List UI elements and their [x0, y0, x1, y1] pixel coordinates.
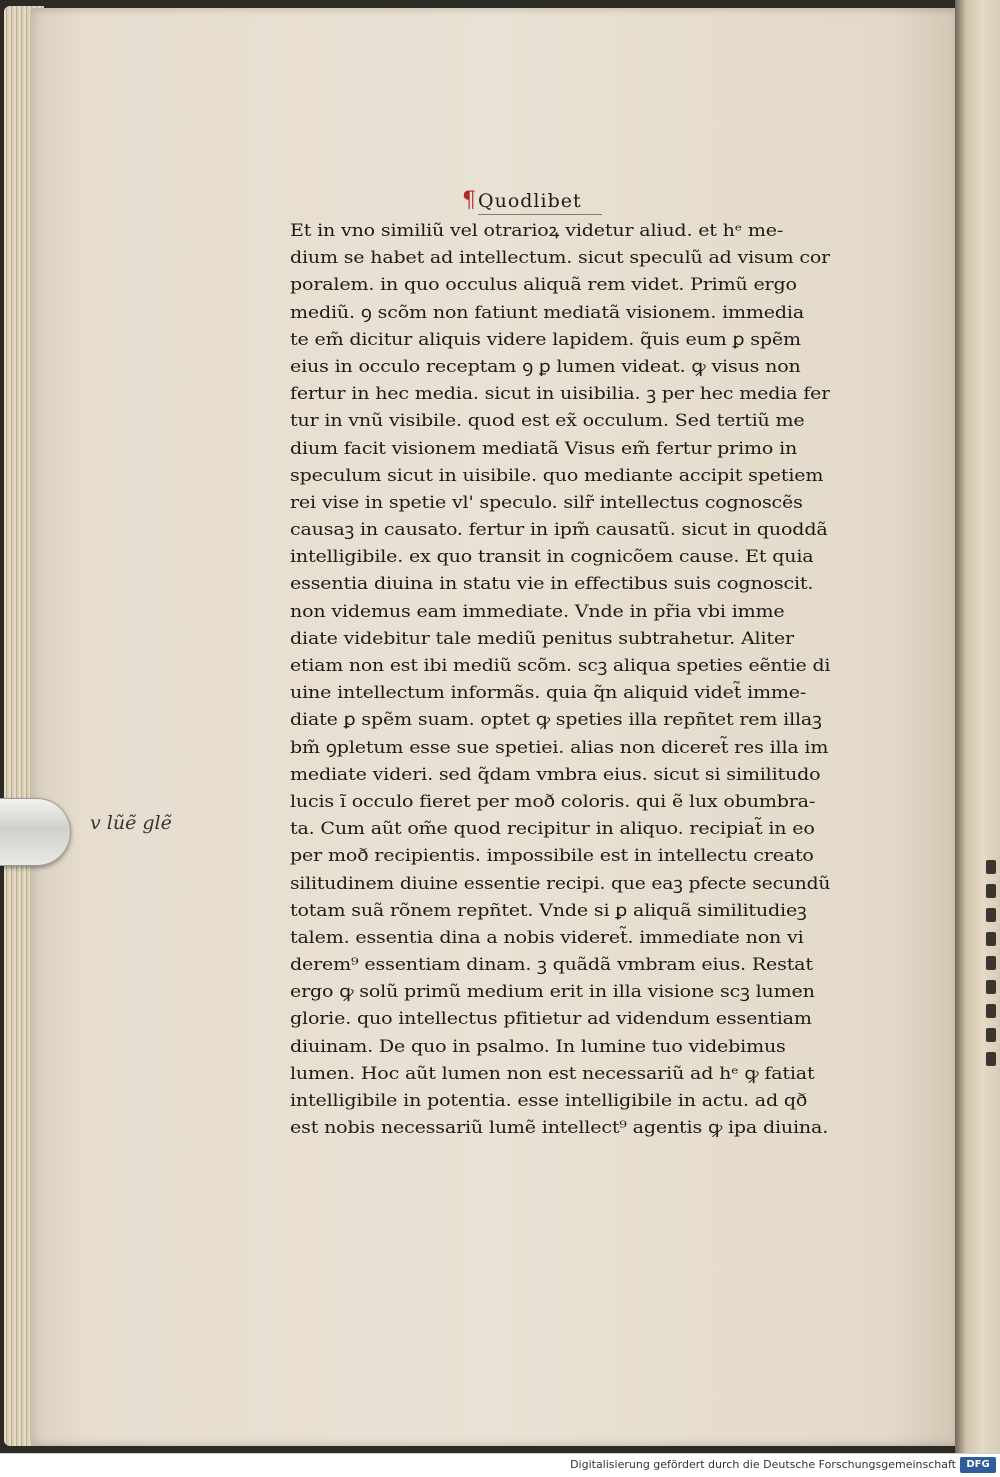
text-line: per moð recipientis. impossibile est in intellectu creato	[290, 846, 814, 867]
text-line: uine intellectum informãs. quia q̃n aliquid videt̃ imme-	[290, 683, 807, 704]
text-line: silitudinem diuine essentie recipi. que eaꝫ pfecte secundũ	[290, 873, 830, 894]
text-line: eius in occulo receptam ꝯ ꝑ lumen videat. ꝙ visus non	[290, 356, 801, 377]
funding-credit: Digitalisierung gefördert durch die Deutsche Forschungsgemeinschaft	[570, 1458, 956, 1471]
digitization-footer	[0, 1453, 1000, 1477]
text-line: causaꝫ in causato. fertur in ipm̃ causatũ. sicut in quoddã	[290, 520, 828, 541]
text-line: etiam non est ibi mediũ scõm. scꝫ aliqua speties eẽntie di	[290, 656, 830, 676]
pilcrow-icon: ¶	[462, 188, 477, 213]
body-text	[290, 218, 830, 1142]
text-line: mediũ. ꝯ scõm non fatiunt mediatã visionem. immedia	[290, 302, 805, 323]
text-line: te em̃ dicitur aliquis videre lapidem. q̃uis eum ꝑ spẽm	[290, 329, 801, 350]
text-line: derem⁹ essentiam dinam. ꝫ quãdã vmbram eius. Restat	[290, 955, 813, 976]
text-line: ergo ꝙ solũ primũ medium erit in illa visione scꝫ lumen	[290, 982, 815, 1003]
opposite-page-text-fragments	[986, 860, 1000, 1100]
text-line: lumen. Hoc aũt lumen non est necessariũ ad hᵉ ꝙ fatiat	[290, 1063, 815, 1084]
text-line: diuinam. De quo in psalmo. In lumine tuo videbimus	[290, 1036, 786, 1057]
text-line: totam suã rõnem repñtet. Vnde si ꝑ aliquã similitudieꝫ	[290, 900, 807, 921]
dfg-logo-icon: DFG	[960, 1457, 996, 1473]
text-line: rei vise in spetie vl' speculo. silr̃ intellectus cognoscẽs	[290, 492, 803, 513]
text-line: dium facit visionem mediatã Visus em̃ fertur primo in	[290, 438, 798, 459]
text-line: non videmus eam immediate. Vnde in pr̃ia vbi imme	[290, 601, 785, 622]
text-line: tur in vnũ visibile. quod est ex̃ occulum. Sed tertiũ me	[290, 411, 805, 432]
text-line: glorie. quo intellectus pfitietur ad videndum essentiam	[290, 1009, 812, 1030]
page-clip	[0, 798, 71, 866]
text-line: lucis ĩ occulo fieret per moð coloris. qui ẽ lux obumbra-	[290, 791, 816, 812]
running-head-text: Quodlibet	[478, 190, 582, 212]
text-line: bm̃ ꝯpletum esse sue spetiei. alias non diceret̃ res illa im	[290, 737, 829, 758]
text-line: diate ꝑ spẽm suam. optet ꝙ speties illa repñtet rem illaꝫ	[290, 710, 822, 731]
text-line: ta. Cum aũt om̃e quod recipitur in aliquo. recipiat̃ in eo	[290, 819, 815, 840]
text-line: Et in vno similiũ vel otrarioꝝ videtur aliud. et hᵉ me-	[290, 221, 784, 241]
text-line: fertur in hec media. sicut in uisibilia. ꝫ per hec media fer	[290, 384, 830, 405]
marginal-annotation: v lũẽ glẽ	[90, 812, 172, 834]
text-line: diate videbitur tale mediũ penitus subtrahetur. Aliter	[290, 628, 794, 649]
text-line: poralem. in quo occulus aliquã rem videt. Primũ ergo	[290, 275, 797, 296]
text-line: speculum sicut in uisibile. quo mediante accipit spetiem	[290, 465, 824, 486]
text-line: essentia diuina in statu vie in effectibus suis cognoscit.	[290, 574, 814, 595]
running-head-underline	[478, 214, 602, 215]
text-line: talem. essentia dina a nobis videret̃. immediate non vi	[290, 927, 804, 948]
text-line: intelligibile in potentia. esse intelligibile in actu. ad qð	[290, 1091, 808, 1111]
text-line: mediate videri. sed q̃dam vmbra eius. sicut si similitudo	[290, 764, 821, 785]
text-line: dium se habet ad intellectum. sicut speculũ ad visum cor	[290, 248, 830, 269]
text-line: est nobis necessariũ lumẽ intellect⁹ agentis ꝙ ipa diuina.	[290, 1118, 829, 1139]
opposite-page-gutter	[955, 0, 1000, 1453]
text-line: intelligibile. ex quo transit in cognicõem cause. Et quia	[290, 547, 814, 568]
